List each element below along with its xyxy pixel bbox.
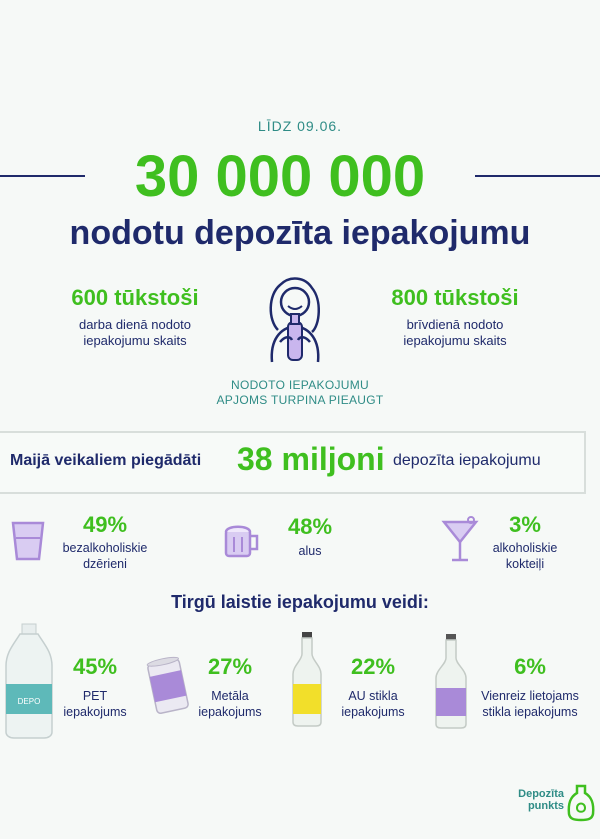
type-label-4b: stikla iepakojums bbox=[482, 705, 578, 719]
logo-line-1: Depozīta bbox=[518, 788, 564, 800]
category-label-3a: alkoholiskie bbox=[492, 541, 558, 555]
category-label-1a: bezalkoholiskie bbox=[62, 541, 148, 555]
type-label-4a: Vienreiz lietojams bbox=[481, 689, 579, 703]
brand-logo-text bbox=[508, 788, 564, 812]
logo-line-2: punkts bbox=[527, 800, 564, 812]
total-number: 30 000 000 bbox=[134, 144, 426, 209]
type-label-3a: AU stikla bbox=[348, 689, 398, 703]
weekday-desc-2: iepakojumu skaits bbox=[83, 333, 187, 348]
type-pct-1: 45% bbox=[72, 654, 118, 679]
weekend-desc-1: brīvdienā nodoto bbox=[406, 317, 504, 332]
divider-right bbox=[475, 175, 600, 177]
category-label-2a: alus bbox=[298, 544, 322, 558]
may-value: 38 miljoni bbox=[237, 441, 385, 477]
growth-note-1: NODOTO IEPAKOJUMU bbox=[230, 378, 369, 392]
date-label: LĪDZ 09.06. bbox=[257, 118, 343, 134]
weekday-value: 600 tūkstoši bbox=[71, 285, 199, 310]
type-label-1b: iepakojums bbox=[63, 705, 127, 719]
category-pct-3: 3% bbox=[509, 512, 541, 537]
beer-mug-icon bbox=[222, 522, 262, 558]
weekend-desc-2: iepakojumu skaits bbox=[403, 333, 507, 348]
type-pct-4: 6% bbox=[514, 654, 546, 679]
types-title: Tirgū laistie iepakojumu veidi: bbox=[171, 592, 429, 612]
growth-note-2: APJOMS TURPINA PIEAUGT bbox=[216, 393, 384, 407]
type-label-2b: iepakojums bbox=[198, 705, 262, 719]
svg-text:DEPO: DEPO bbox=[17, 697, 41, 706]
type-label-3b: iepakojums bbox=[341, 705, 405, 719]
category-pct-1: 49% bbox=[82, 512, 128, 537]
weekday-desc-1: darba dienā nodoto bbox=[78, 317, 192, 332]
type-label-2a: Metāla bbox=[211, 689, 249, 703]
pet-bottle-icon bbox=[2, 622, 56, 740]
woman-with-bottle-icon bbox=[250, 270, 340, 365]
category-label-1b: dzērieni bbox=[83, 557, 127, 571]
logo-bottle-icon bbox=[566, 784, 596, 822]
category-pct-2: 48% bbox=[287, 514, 333, 539]
type-label-1a: PET bbox=[82, 689, 108, 703]
type-pct-3: 22% bbox=[350, 654, 396, 679]
may-suffix: depozīta iepakojumu bbox=[393, 452, 541, 469]
page-subtitle: nodotu depozīta iepakojumu bbox=[69, 214, 531, 252]
weekend-value: 800 tūkstoši bbox=[391, 285, 519, 310]
divider-left bbox=[0, 175, 85, 177]
may-prefix: Maijā veikaliem piegādāti bbox=[10, 452, 202, 469]
type-pct-2: 27% bbox=[207, 654, 253, 679]
category-label-3b: kokteiļi bbox=[505, 557, 545, 571]
